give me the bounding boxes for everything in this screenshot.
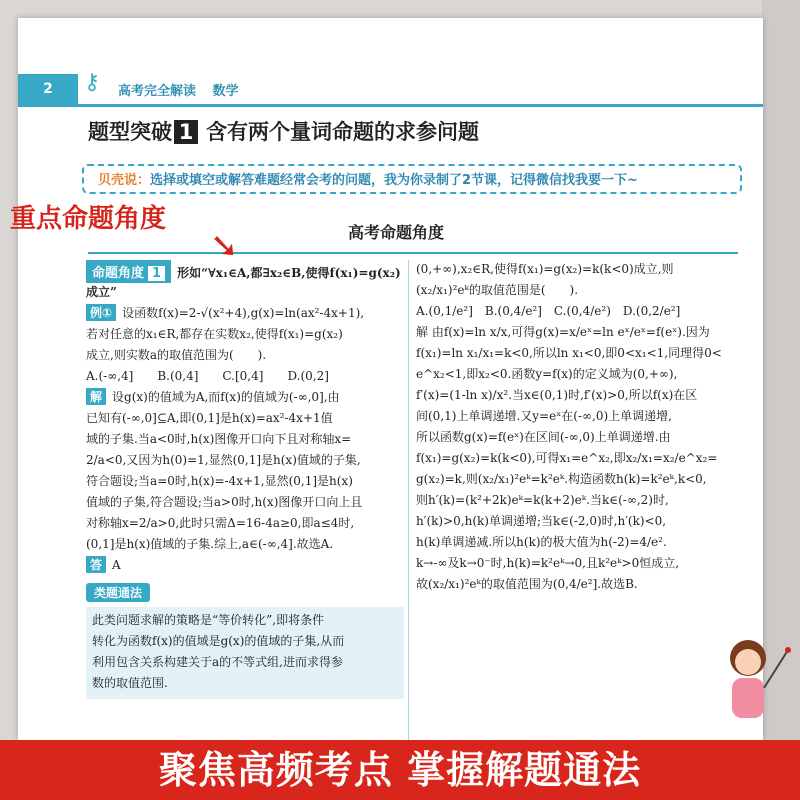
- arrow-down-icon: ➘: [210, 226, 239, 266]
- solution-line-2: 域的子集.当a<0时,h(x)图像开口向下且对称轴x=: [86, 432, 352, 446]
- page-header: [118, 80, 251, 99]
- example-line-1: 若对任意的x₁∈R,都存在实数x₂,使得f(x₁)=g(x₂): [86, 327, 343, 341]
- solution-line-6: 对称轴x=2/a>0,此时只需Δ=16-4a≥0,即a≤4时,: [86, 516, 355, 530]
- right-line-1: (x₂/x₁)²eᵏ的取值范围是( ).: [416, 283, 579, 297]
- section-title: [88, 116, 479, 146]
- example-line-3: A.(-∞,4] B.(0,4] C.[0,4] D.(0,2]: [86, 369, 329, 383]
- angle-heading: [86, 260, 404, 302]
- solution-tag: 解: [86, 388, 106, 405]
- angle-label: [86, 260, 171, 283]
- teacher-note-lead: 贝壳说：: [98, 173, 151, 188]
- solution-line-1: 已知有(-∞,0]⊆A,即(0,1]是h(x)=ax²-4x+1值: [86, 411, 333, 425]
- solution-line-0: [86, 388, 404, 407]
- solution-line-5: 值域的子集,符合题设;当a>0时,h(x)图像开口向上且: [86, 495, 363, 509]
- header-rule: [18, 104, 763, 107]
- red-annotation-label: 重点命题角度: [10, 204, 167, 234]
- right-column: [416, 260, 738, 596]
- right-line-8: 所以函数g(x)=f(eˣ)在区间(-∞,0)上单调递增.由: [416, 430, 671, 444]
- solution-text-0: 设g(x)的值域为A,而f(x)的值域为(-∞,0],由: [112, 390, 340, 404]
- answer-tag: 答: [86, 556, 106, 573]
- tip-title: 类题通法: [86, 583, 150, 602]
- answer-value: A: [112, 558, 121, 572]
- right-line-7: 间(0,1)上单调递增.又y=eˣ在(-∞,0)上单调递增,: [416, 409, 672, 423]
- column-divider: [408, 260, 409, 740]
- tip-line-0: 此类问题求解的策略是“等价转化”,即将条件: [92, 613, 325, 627]
- left-column: [86, 260, 404, 699]
- key-icon: ⚷: [84, 70, 101, 95]
- right-line-13: h(k)单调递减.所以h(k)的极大值为h(-2)=4/e².: [416, 535, 667, 549]
- right-line-5: e^x₂<1,即x₂<0.函数y=f(x)的定义域为(0,+∞),: [416, 367, 678, 381]
- angle-number: 1: [148, 266, 165, 281]
- right-line-4: f(x₁)=ln x₁/x₁=k<0,所以ln x₁<0,即0<x₁<1,同理得0<: [416, 346, 722, 360]
- section-prefix: 题型突破: [88, 120, 172, 144]
- right-line-11: 则h′(k)=(k²+2k)eᵏ=k(k+2)eᵏ.当k∈(-∞,2)时,: [416, 493, 669, 507]
- angle-title: 形如“∀x₁∈A,都∃x₂∈B,使得f(x₁)=g(x₂)成立”: [86, 266, 401, 299]
- tip-line-1: 转化为函数f(x)的值域是g(x)的值域的子集,从而: [92, 634, 345, 648]
- book-page: [18, 18, 763, 740]
- angle-label-text: 命题角度: [92, 266, 145, 281]
- solution-line-4: 符合题设;当a=0时,h(x)=-4x+1,显然(0,1]是h(x): [86, 474, 353, 488]
- section-title-text: 含有两个量词命题的求参问题: [206, 120, 479, 144]
- answer-line: [86, 556, 404, 575]
- right-line-14: k→-∞及k→0⁻时,h(k)=k²eᵏ→0,且k²eᵏ>0恒成立,: [416, 556, 680, 570]
- right-line-6: f′(x)=(1-ln x)/x².当x∈(0,1)时,f′(x)>0,所以f(x)在区: [416, 388, 698, 402]
- tip-line-2: 利用包含关系构建关于a的不等式组,进而求得参: [92, 655, 343, 669]
- teacher-note: [82, 164, 742, 194]
- example-line-0: [86, 304, 404, 323]
- example-text-0: 设函数f(x)=2-√(x²+4),g(x)=ln(ax²-4x+1),: [122, 306, 365, 320]
- right-line-0: (0,+∞),x₂∈R,使得f(x₁)=g(x₂)=k(k<0)成立,则: [416, 262, 674, 276]
- tip-line-3: 数的取值范围.: [92, 676, 168, 690]
- right-line-2: A.(0,1/e²] B.(0,4/e²] C.(0,4/e²) D.(0,2/e²]: [416, 304, 681, 318]
- solution-line-3: 2/a<0,又因为h(0)=1,显然(0,1]是h(x)值域的子集,: [86, 453, 361, 467]
- section-number: 1: [174, 120, 198, 144]
- background-page-edge: [762, 0, 800, 740]
- right-line-9: f(x₁)=g(x₂)=k(k<0),可得x₁=e^x₂,即x₂/x₁=x₂/e^x₂=: [416, 451, 718, 465]
- teacher-note-text: 选择或填空或解答难题经常会考的问题，我为你录制了2节课，记得微信找我要一下~: [150, 173, 638, 188]
- right-line-15: 故(x₂/x₁)²eᵏ的取值范围为(0,4/e²].故选B.: [416, 577, 638, 591]
- example-line-2: 成立,则实数a的取值范围为( ).: [86, 348, 267, 362]
- tip-box: [86, 607, 404, 699]
- center-tag: 高考命题角度: [348, 223, 445, 242]
- bottom-banner: 聚焦高频考点 掌握解题通法: [0, 740, 800, 800]
- right-line-3: 解 由f(x)=ln x/x,可得g(x)=x/eˣ=ln eˣ/eˣ=f(eˣ).因为: [416, 325, 710, 339]
- solution-line-7: (0,1]是h(x)值域的子集.综上,a∈(-∞,4].故选A.: [86, 537, 334, 551]
- header-book: 高考完全解读: [118, 84, 197, 99]
- page-number: 2: [18, 74, 78, 104]
- header-subject: 数学: [212, 84, 239, 99]
- example-tag: 例①: [86, 304, 116, 321]
- teacher-cartoon-icon: [708, 630, 792, 740]
- center-rule: [88, 252, 738, 254]
- right-line-12: h′(k)>0,h(k)单调递增;当k∈(-2,0)时,h′(k)<0,: [416, 514, 667, 528]
- right-line-10: g(x₂)=k,则(x₂/x₁)²eᵏ=k²eᵏ.构造函数h(k)=k²eᵏ,k<0,: [416, 472, 707, 486]
